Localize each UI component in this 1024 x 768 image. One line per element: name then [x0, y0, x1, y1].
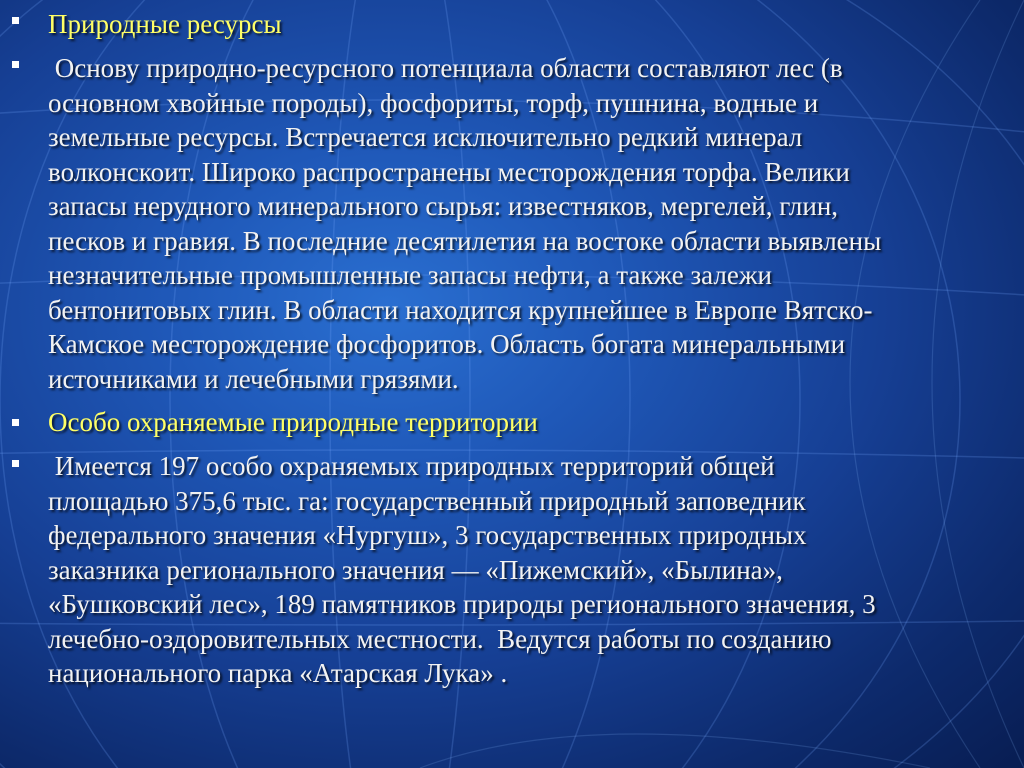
square-bullet-icon: [12, 460, 19, 467]
text-line: национального парка «Атарская Лука» .: [48, 658, 508, 688]
paragraph-text: [48, 51, 1024, 396]
square-bullet-icon: [12, 419, 19, 426]
text-line: волконскоит. Широко распространены месторождения торфа. Велики: [48, 156, 850, 187]
text-line: источниками и лечебными грязями.: [48, 363, 459, 394]
text-line: бентонитовых глин. В области находится крупнейшее в Европе Вятско-: [48, 294, 873, 325]
text-line: «Бушковский лес», 189 памятников природы регионального значения, 3: [48, 589, 876, 619]
text-line: песков и гравия. В последние десятилетия на востоке области выявлены: [48, 225, 882, 256]
text-line: Имеется 197 особо охраняемых природных территорий общей: [48, 451, 775, 481]
square-bullet-icon: [12, 17, 19, 24]
text-line: основном хвойные породы), фосфориты, торф, пушнина, водные и: [48, 87, 819, 118]
text-line: Камское месторождение фосфоритов. Область богата минеральными: [48, 329, 846, 359]
paragraph-text: [48, 449, 1024, 691]
text-line: запасы нерудного минерального сырья: известняков, мергелей, глин,: [48, 191, 839, 221]
text-line: незначительные промышленные запасы нефти, а также залежи: [48, 260, 772, 290]
text-line: лечебно-оздоровительных местности. Ведутся работы по созданию: [48, 623, 832, 654]
square-bullet-icon: [12, 61, 19, 68]
text-line: Основу природно-ресурсного потенциала области составляют лес (в: [48, 53, 843, 83]
heading-text: Природные ресурсы: [48, 9, 282, 39]
text-line: земельные ресурсы. Встречается исключительно редкий минерал: [48, 122, 803, 152]
text-line: федерального значения «Нургуш», 3 государственных природных: [48, 520, 807, 550]
heading-text: Особо охраняемые природные территории: [48, 407, 538, 437]
text-line: площадью 375,6 тыс. га: государственный природный заповедник: [48, 485, 806, 516]
text-line: заказника регионального значения — «Пижемский», «Былина»,: [48, 554, 783, 585]
